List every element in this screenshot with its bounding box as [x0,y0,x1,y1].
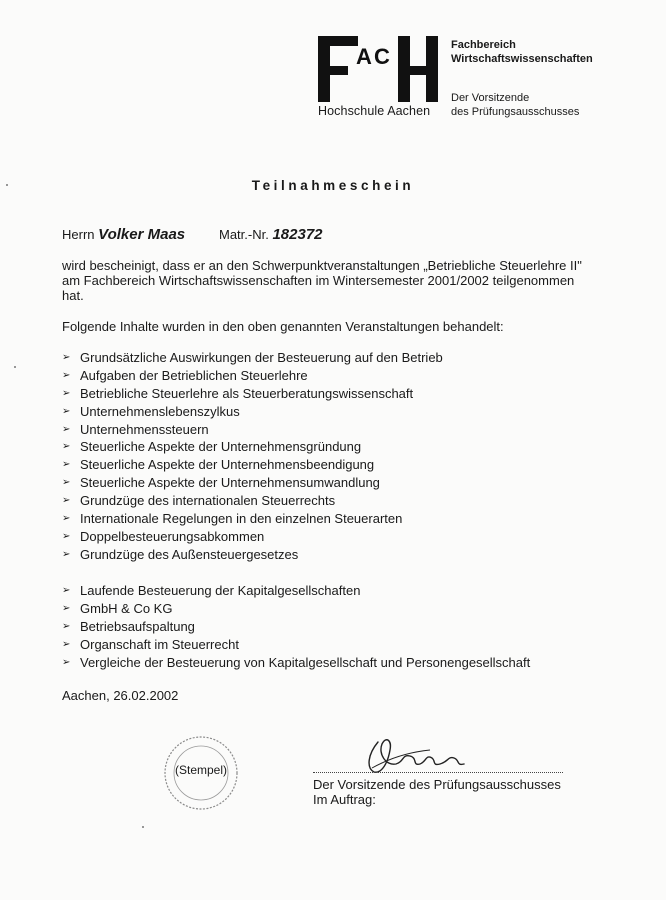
topic-text: Steuerliche Aspekte der Unternehmensbeendigung [80,457,375,473]
topic-item [62,492,602,510]
arrow-bullet-icon: ➢ [62,495,71,507]
topic-text: Betriebsaufspaltung [80,618,195,634]
topics-list-1 [62,349,602,564]
intro-line-3: hat. [62,288,84,303]
matr-number: 182372 [272,226,323,243]
intro-line-2: am Fachbereich Wirtschaftswissenschaften im Wintersemester 2001/2002 teilgenommen [62,273,575,288]
topic-text: Steuerliche Aspekte der Unternehmensumwandlung [80,475,380,491]
topic-item [62,456,602,474]
topic-text: Unternehmenslebenszylkus [80,403,240,419]
arrow-bullet-icon: ➢ [62,441,71,453]
topic-item [62,528,602,546]
handwritten-signature [360,728,480,778]
topic-item [62,367,602,385]
matr-label: Matr.-Nr. [219,227,269,242]
topic-text: Vergleiche der Besteuerung von Kapitalgesellschaft und Personengesellschaft [80,654,531,670]
arrow-bullet-icon: ➢ [62,585,71,596]
arrow-bullet-icon: ➢ [62,423,71,435]
arrow-bullet-icon: ➢ [62,513,71,525]
faculty-name [451,38,593,66]
chair-line-1: Der Vorsitzende [451,92,530,104]
arrow-bullet-icon: ➢ [62,405,71,417]
chair-title [451,91,579,119]
topic-text: Steuerliche Aspekte der Unternehmensgründung [80,439,362,455]
topic-text: Unternehmenssteuern [80,421,209,437]
topic-text: Aufgaben der Betrieblichen Steuerlehre [80,367,308,383]
topic-item [62,636,602,654]
scan-speck [14,366,16,368]
topic-item [62,403,602,421]
topic-item [62,510,602,528]
matriculation [219,226,323,243]
signature-line [313,772,563,773]
arrow-bullet-icon: ➢ [62,477,71,489]
intro-paragraph [62,258,602,303]
topic-item [62,618,602,636]
intro-line-1: wird bescheinigt, dass er an den Schwerpunktveranstaltungen „Betriebliche Steuerlehre II" [62,258,582,273]
signatory-role [313,777,561,807]
topic-text: Betriebliche Steuerlehre als Steuerberatungswissenschaft [80,385,414,401]
topic-item [62,600,602,618]
arrow-bullet-icon: ➢ [62,387,71,399]
svg-text:C: C [374,44,390,69]
svg-text:A: A [356,44,372,69]
topic-text: Doppelbesteuerungsabkommen [80,528,265,544]
arrow-bullet-icon: ➢ [62,656,71,668]
arrow-bullet-icon: ➢ [62,530,71,542]
document-title: Teilnahmeschein [251,178,415,193]
signatory-line-1: Der Vorsitzende des Prüfungsausschusses [313,777,561,792]
scan-speck [6,184,8,186]
signatory-line-2: Im Auftrag: [313,792,376,807]
topic-item [62,385,602,403]
arrow-bullet-icon: ➢ [62,369,71,381]
topic-item [62,582,602,600]
arrow-bullet-icon: ➢ [62,459,71,471]
topics-list-2 [62,582,602,671]
chair-line-2: des Prüfungsausschusses [451,106,580,118]
topic-text: Organschaft im Steuerrecht [80,636,239,652]
salutation: Herrn [62,227,95,242]
topic-item [62,654,602,672]
arrow-bullet-icon: ➢ [62,602,71,614]
arrow-bullet-icon: ➢ [62,548,71,560]
scan-speck [142,826,144,828]
topic-text: Laufende Besteuerung der Kapitalgesellschaften [80,583,361,598]
topic-item [62,421,602,439]
topic-text: Grundsätzliche Auswirkungen der Besteuerung auf den Betrieb [80,350,443,365]
arrow-bullet-icon: ➢ [62,638,71,650]
date-line: Aachen, 26.02.2002 [62,688,179,703]
topic-item [62,349,602,367]
topic-text: Internationale Regelungen in den einzelnen Steuerarten [80,511,403,527]
topic-item [62,438,602,456]
faculty-line-2: Wirtschaftswissenschaften [451,53,593,65]
recipient-name: Volker Maas [98,226,186,243]
recipient-line [62,226,185,243]
topic-text: Grundzüge des internationalen Steuerrechts [80,493,336,509]
topics-lead: Folgende Inhalte wurden in den oben genannten Veranstaltungen behandelt: [62,319,504,334]
arrow-bullet-icon: ➢ [62,352,71,363]
faculty-line-1: Fachbereich [451,39,516,51]
topic-text: GmbH & Co KG [80,600,173,616]
stamp-label: (Stempel) [175,763,228,777]
topic-item [62,474,602,492]
topic-item [62,546,602,564]
topic-text: Grundzüge des Außensteuergesetzes [80,546,299,562]
arrow-bullet-icon: ➢ [62,620,71,632]
logo-caption: Hochschule Aachen [318,104,431,118]
fh-aachen-logo [318,36,438,102]
